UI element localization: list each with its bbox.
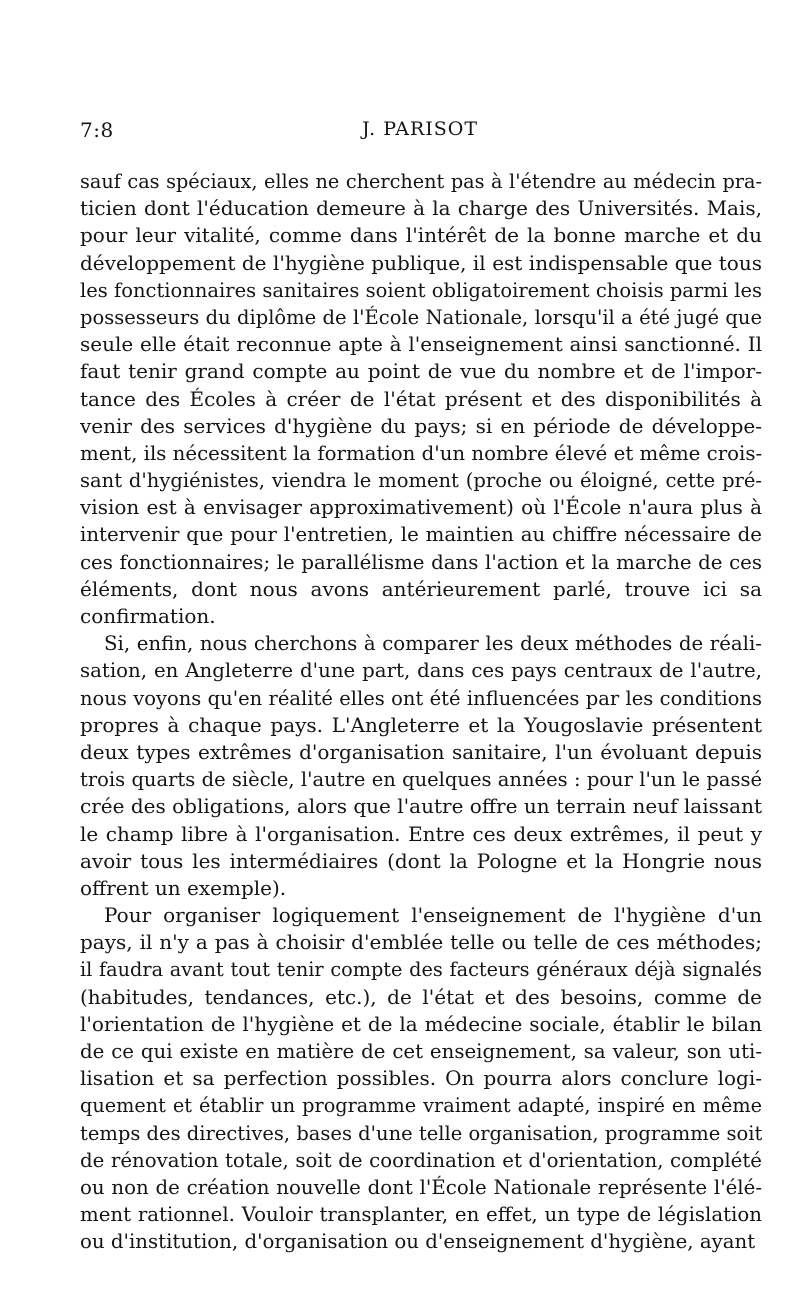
text-line: quement et établir un programme vraiment adapté, inspiré en même bbox=[80, 1094, 762, 1118]
paragraph bbox=[80, 630, 762, 902]
text-line: (habitudes, tendances, etc.), de l'état et des besoins, comme de bbox=[80, 984, 762, 1009]
text-line: venir des services d'hygiène du pays; si en période de développe- bbox=[80, 413, 762, 438]
text-line: vision est à envisager approximativement) où l'École n'aura plus à bbox=[80, 495, 762, 520]
running-head-author: J. PARISOT bbox=[361, 118, 479, 140]
text-line: l'orientation de l'hygiène et de la médecine sociale, établir le bilan bbox=[80, 1011, 762, 1036]
text-line: confirmation. bbox=[80, 604, 216, 628]
text-line: sation, en Angleterre d'une part, dans ces pays centraux de l'autre, bbox=[80, 659, 762, 683]
body-text bbox=[80, 168, 762, 1256]
text-line: ment rationnel. Vouloir transplanter, en effet, un type de législation bbox=[80, 1203, 762, 1227]
text-line: Si, enfin, nous cherchons à comparer les deux méthodes de réali- bbox=[104, 632, 762, 656]
text-line: seule elle était reconnue apte à l'enseignement ainsi sanctionné. Il bbox=[80, 332, 762, 357]
text-line: ou non de création nouvelle dont l'École Nationale représente l'élé- bbox=[80, 1175, 762, 1199]
text-line: sant d'hygiénistes, viendra le moment (proche ou éloigné, cette pré- bbox=[80, 469, 762, 493]
text-line: intervenir que pour l'entretien, le maintien au chiffre nécessaire de bbox=[80, 523, 762, 547]
text-line: éléments, dont nous avons antérieurement parlé, trouve ici sa bbox=[80, 576, 762, 601]
text-line: lisation et sa perfection possibles. On pourra alors conclure logi- bbox=[80, 1066, 762, 1091]
text-line: de rénovation totale, soit de coordination et d'orientation, complété bbox=[80, 1148, 762, 1172]
text-line: crée des obligations, alors que l'autre offre un terrain neuf laissant bbox=[80, 794, 762, 819]
text-line: nous voyons qu'en réalité elles ont été influencées par les conditions bbox=[80, 686, 762, 710]
text-line: de ce qui existe en matière de cet enseignement, sa valeur, son uti- bbox=[80, 1040, 762, 1063]
text-line: les fonctionnaires sanitaires soient obligatoirement choisis parmi les bbox=[80, 278, 762, 302]
text-line: faut tenir grand compte au point de vue du nombre et de l'impor- bbox=[80, 359, 762, 384]
text-line: deux types extrêmes d'organisation sanitaire, l'un évoluant depuis bbox=[80, 739, 762, 764]
text-line: ces fonctionnaires; le parallélisme dans l'action et la marche de ces bbox=[80, 550, 762, 574]
text-line: Pour organiser logiquement l'enseignement de l'hygiène d'un bbox=[104, 903, 762, 928]
text-line: pour leur vitalité, comme dans l'intérêt de la bonne marche et du bbox=[80, 223, 762, 248]
text-line: possesseurs du diplôme de l'École Nationale, lorsqu'il a été jugé que bbox=[80, 305, 762, 329]
paragraph bbox=[80, 902, 762, 1255]
text-line: tance des Écoles à créer de l'état présent et des disponibilités à bbox=[80, 386, 762, 411]
text-line: sauf cas spéciaux, elles ne cherchent pas à l'étendre au médecin pra- bbox=[80, 170, 762, 193]
text-line: ou d'institution, d'organisation ou d'enseignement d'hygiène, ayant bbox=[80, 1230, 756, 1254]
text-line: développement de l'hygiène publique, il est indispensable que tous bbox=[80, 250, 762, 275]
text-line: trois quarts de siècle, l'autre en quelques années : pour l'un le passé bbox=[80, 768, 762, 792]
running-head bbox=[80, 118, 760, 148]
text-line: il faudra avant tout tenir compte des facteurs généraux déjà signalés bbox=[80, 958, 762, 982]
text-line: offrent un exemple). bbox=[80, 875, 287, 900]
text-line: ment, ils nécessitent la formation d'un nombre élevé et même crois- bbox=[80, 441, 762, 465]
text-line: temps des directives, bases d'une telle organisation, programme soit bbox=[80, 1121, 762, 1145]
page-number: 7:8 bbox=[80, 118, 114, 142]
text-line: propres à chaque pays. L'Angleterre et la Yougoslavie présentent bbox=[80, 712, 762, 737]
text-line: pays, il n'y a pas à choisir d'emblée telle ou telle de ces méthodes; bbox=[80, 930, 762, 955]
text-line: ticien dont l'éducation demeure à la charge des Universités. Mais, bbox=[80, 196, 762, 221]
text-line: avoir tous les intermédiaires (dont la Pologne et la Hongrie nous bbox=[80, 848, 762, 873]
text-line: le champ libre à l'organisation. Entre ces deux extrêmes, il peut y bbox=[80, 821, 762, 846]
paragraph bbox=[80, 168, 762, 630]
